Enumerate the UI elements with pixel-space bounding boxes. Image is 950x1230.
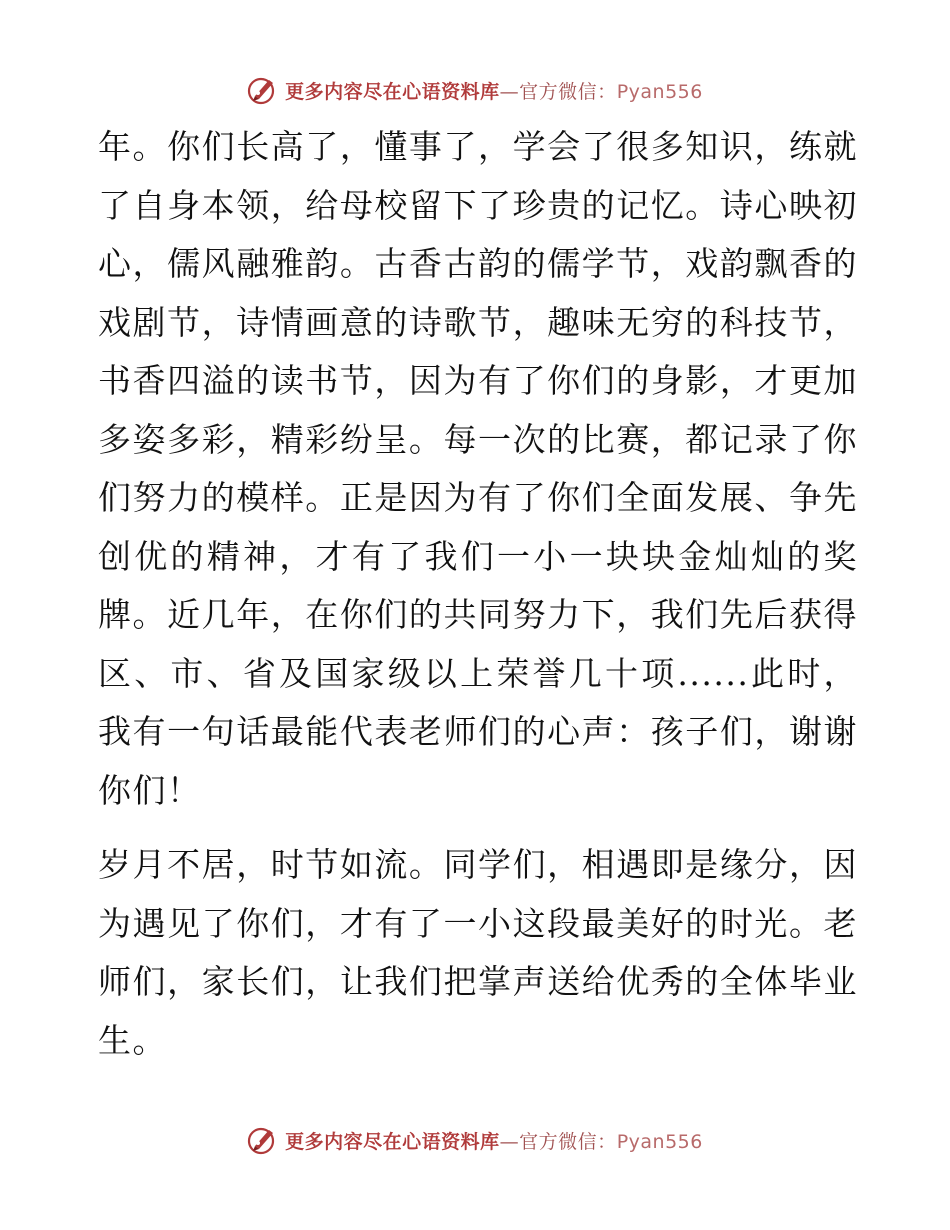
watermark-main-text: 更多内容尽在心语资料库 [285, 1130, 500, 1153]
document-body [98, 118, 858, 1070]
watermark-account: Pyan556 [616, 1130, 703, 1153]
watermark-sub-text: 官方微信： [519, 1130, 617, 1153]
footer-watermark [0, 1120, 950, 1160]
paragraph-2: 岁月不居，时节如流。同学们，相遇即是缘分，因为遇见了你们，才有了一小这段最美好的时光。老师们，家长们，让我们把掌声送给优秀的全体毕业生。 [98, 845, 858, 1060]
watermark-main-text: 更多内容尽在心语资料库 [285, 80, 500, 103]
watermark-text [285, 77, 703, 104]
watermark-dash: — [499, 1130, 520, 1153]
pen-quill-logo-icon [247, 1124, 279, 1156]
watermark-text [285, 1127, 703, 1154]
watermark-dash: — [499, 80, 520, 103]
watermark-sub-text: 官方微信： [519, 80, 617, 103]
paragraph-1: 年。你们长高了，懂事了，学会了很多知识，练就了自身本领，给母校留下了珍贵的记忆。诗心映初心，儒风融雅韵。古香古韵的儒学节，戏韵飘香的戏剧节，诗情画意的诗歌节，趣味无穷的科技节，书香四溢的读书节，因为有了你们的身影，才更加多姿多彩，精彩纷呈。每一次的比赛，都记录了你们努力的模样。正是因为有了你们全面发展、争先创优的精神，才有了我们一小一块块金灿灿的奖牌。近几年，在你们的共同努力下，我们先后获得区、市、省及国家级以上荣誉几十项......此时，我有一句话最能代表老师们的心声：孩子们，谢谢你们！ [98, 127, 858, 810]
watermark-account: Pyan556 [616, 80, 703, 103]
pen-quill-logo-icon [247, 74, 279, 106]
header-watermark [0, 70, 950, 110]
